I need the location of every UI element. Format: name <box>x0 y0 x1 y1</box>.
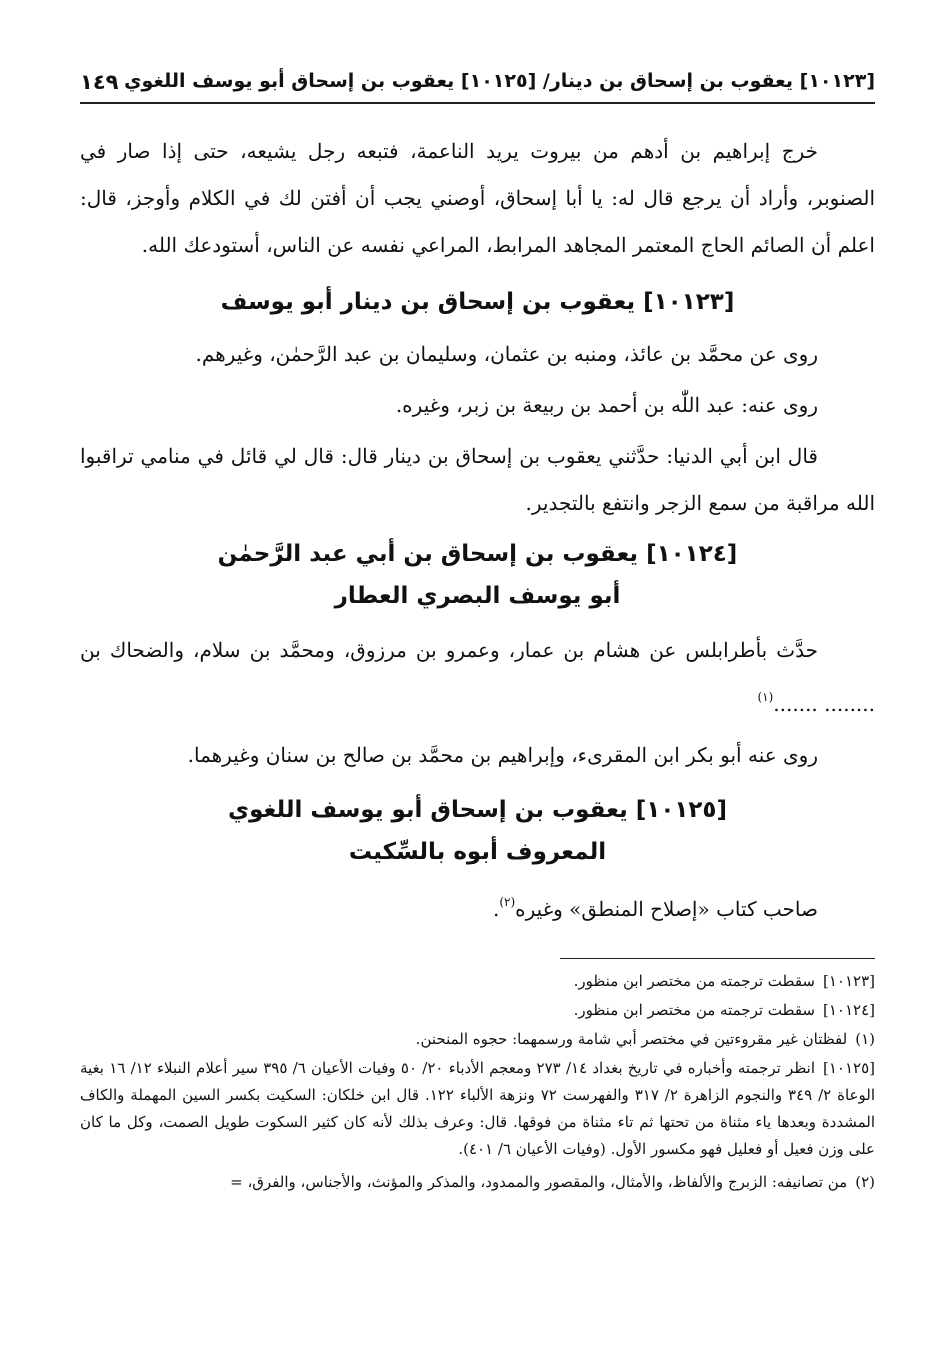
footnote-10125 <box>80 1055 875 1163</box>
entry-10124-narrated-from <box>80 627 875 728</box>
footnote-text: من تصانيفه: الزبرج والألفاظ، والأمثال، والمقصور والممدود، والمذكر والمؤنث، والأجناس، والفرق، = <box>230 1173 848 1191</box>
footnote-ref-2[interactable]: (٢) <box>499 895 516 909</box>
entry-10123-dream-report: قال ابن أبي الدنيا: حدَّثني يعقوب بن إسحاق بن دينار قال: قال لي قائل في منامي تراقبوا الله مراقبة من سمع الزجر وانتفع بالتجدير. <box>80 444 875 515</box>
entry-10125-description <box>80 879 875 933</box>
footnotes <box>80 968 875 1202</box>
main-text <box>80 128 875 933</box>
running-head-title: [١٠١٢٣] يعقوب بن إسحاق بن دينار/ [١٠١٢٥] يعقوب بن إسحاق أبو يوسف اللغوي <box>124 70 875 92</box>
footnote-1 <box>80 1026 875 1053</box>
entry-heading-10123: [١٠١٢٣] يعقوب بن إسحاق بن دينار أبو يوسف <box>220 289 735 315</box>
running-head <box>80 66 875 104</box>
footnote-text: سقطت ترجمته من مختصر ابن منظور. <box>573 972 815 990</box>
footnote-10123 <box>80 968 875 995</box>
entry-10124-narrated-by: روى عنه أبو بكر ابن المقرىء، وإبراهيم بن محمَّد بن صالح بن سنان وغيرهما. <box>187 743 818 767</box>
entry-heading-10124-line2: أبو يوسف البصري العطار <box>334 583 621 609</box>
footnote-marker: [١٠١٢٥] <box>822 1059 875 1077</box>
footnote-text: سقطت ترجمته من مختصر ابن منظور. <box>573 1001 815 1019</box>
entry-heading-10124-line1: [١٠١٢٤] يعقوب بن إسحاق بن أبي عبد الرَّحمٰن <box>217 541 738 567</box>
footnote-2 <box>80 1169 875 1196</box>
footnote-10124 <box>80 997 875 1024</box>
entry-heading-10124 <box>80 533 875 617</box>
footnote-marker: (٢) <box>855 1173 875 1191</box>
footnote-text: لفظتان غير مقروءتين في مختصر أبي شامة ورسمهما: حجوه المنحنن. <box>415 1030 848 1048</box>
entry-heading-10125-line2: المعروف أبوه بالسِّكيت <box>348 839 607 865</box>
footnote-marker: (١) <box>855 1030 875 1048</box>
entry-heading-10125 <box>80 789 875 873</box>
entry-10123-narrated-by: روى عنه: عبد اللّٰه بن أحمد بن ربيعة بن زبر، وغيره. <box>395 393 818 417</box>
entry-10124-p1-text: حدَّث بأطرابلس عن هشام بن عمار، وعمرو بن مرزوق، ومحمَّد بن سلام، والضحاك بن <box>80 638 818 662</box>
lacuna-dots: ........ ....... <box>773 692 875 716</box>
footnote-text: انظر ترجمته وأخباره في تاريخ بغداد ١٤/ ٢٧٣ ومعجم الأدباء ٢٠/ ٥٠ وفيات الأعيان ٦/ ٣٩٥ سير أعلام النبلاء ١٢/ ١٦ بغية الوعاة ٢/ ٣٤٩ والنجوم الزاهرة ٢/ ٣١٧ والفهرست ٧٢ ونزهة الألباء ١٢٢. قال ابن خلكان: السكيت بكسر السين المهملة والكاف المشددة وبعدها ياء مثناة من تحتها ثم تاء مثناة من فوقها. قال: وعرف بذلك لأنه كان كثير السكوت طويل الصمت، وكل ما كان على وزن فعيل أو فعليل فهو مكسور الأول. (وفيات الأعيان ٦/ ٤٠١). <box>80 1059 875 1158</box>
footnote-marker: [١٠١٢٤] <box>822 1001 875 1019</box>
entry-10125-p1-text: صاحب كتاب «إصلاح المنطق» وغيره <box>515 897 818 921</box>
page-number: ١٤٩ <box>80 70 119 94</box>
footnote-marker: [١٠١٢٣] <box>822 972 875 990</box>
footnote-ref-1[interactable]: (١) <box>757 690 774 704</box>
footnote-separator <box>560 958 875 959</box>
entry-10123-narrated-from: روى عن محمَّد بن عائذ، ومنبه بن عثمان، وسليمان بن عبد الرَّحمٰن، وغيرهم. <box>195 342 818 366</box>
intro-paragraph: خرج إبراهيم بن أدهم من بيروت يريد الناعمة، فتبعه رجل يشيعه، حتى إذا صار في الصنوبر، وأراد أن يرجع قال له: يا أبا إسحاق، أوصني يجب أن أفتن لك في الكلام وأوجز، قال: اعلم أن الصائم الحاج المعتمر المجاهد المرابط، المراعي نفسه عن الناس، أستودعك الله. <box>80 139 875 257</box>
entry-10125-p1-end: . <box>492 897 500 921</box>
entry-heading-10125-line1: [١٠١٢٥] يعقوب بن إسحاق أبو يوسف اللغوي <box>228 797 727 823</box>
